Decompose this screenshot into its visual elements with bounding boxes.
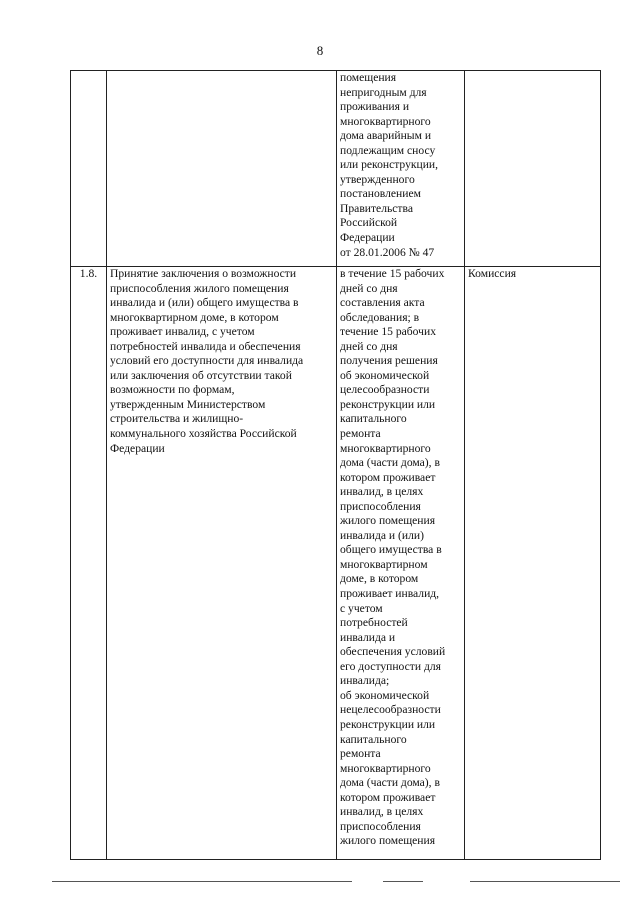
text-line: в течение 15 рабочих: [340, 267, 445, 280]
row-number-cell: 1.8.: [71, 267, 107, 860]
bottom-scan-line-right: [470, 881, 620, 882]
text-line: котором проживает: [340, 470, 436, 484]
text-line: проживает инвалид, с учетом: [110, 325, 255, 339]
measure-title-cell: [107, 71, 337, 267]
text-line: нецелесообразности: [340, 703, 441, 717]
text-line: дней со дня: [340, 281, 398, 295]
text-line: капитального: [340, 732, 407, 746]
text-line: коммунального хозяйства Российской: [110, 427, 297, 441]
text-line: дома (части дома), в: [340, 776, 440, 790]
text-line: постановлением: [340, 187, 421, 201]
text-line: жилого помещения: [340, 514, 436, 528]
table-row-continued: [71, 71, 601, 267]
text-line: приспособления: [340, 499, 421, 513]
text-line: ремонта: [340, 747, 381, 761]
executor-cell: Комиссия: [465, 267, 601, 860]
deadline-cell: [337, 71, 465, 267]
text-line: его доступности для: [340, 659, 441, 673]
page-number: 8: [316, 43, 324, 58]
text-line: целесообразности: [340, 383, 430, 397]
text-line: инвалида и: [340, 630, 396, 644]
text-line: приспособления: [340, 819, 421, 833]
row-number-cell: [71, 71, 107, 267]
text-line: капитального: [340, 412, 407, 426]
text-line: или реконструкции,: [340, 158, 439, 172]
text-line: об экономической: [340, 688, 430, 702]
text-line: проживает инвалид,: [340, 587, 440, 601]
text-line: составления акта: [340, 296, 425, 310]
text-line: многоквартирного: [340, 114, 431, 128]
deadline-cell: [337, 267, 465, 860]
text-line: помещения: [340, 71, 397, 84]
bottom-scan-line-left: [52, 881, 352, 882]
text-line: доме, в котором: [340, 572, 419, 586]
text-line: инвалида и (или): [340, 528, 424, 542]
text-line: дома (части дома), в: [340, 456, 440, 470]
text-line: обследования; в: [340, 310, 420, 324]
table-row-1-8: [71, 267, 601, 860]
text-line: или заключения об отсутствии такой: [110, 368, 292, 382]
text-line: строительства и жилищно-: [110, 412, 244, 426]
text-line: инвалид, в целях: [340, 805, 424, 819]
text-line: Правительства: [340, 201, 413, 215]
text-line: непригодным для: [340, 85, 427, 99]
text-line: утвержденного: [340, 172, 415, 186]
text-line: подлежащим сносу: [340, 143, 436, 157]
text-line: утвержденным Министерством: [110, 397, 266, 411]
text-line: многоквартирном доме, в котором: [110, 310, 279, 324]
text-line: многоквартирном: [340, 557, 428, 571]
text-line: получения решения: [340, 354, 438, 368]
text-line: Федерации: [110, 441, 165, 455]
text-line: инвалида;: [340, 674, 390, 688]
text-line: течение 15 рабочих: [340, 325, 437, 339]
text-line: Принятие заключения о возможности: [110, 267, 297, 280]
text-line: реконструкции или: [340, 717, 436, 731]
text-line: жилого помещения: [340, 834, 436, 848]
text-line: инвалид, в целях: [340, 485, 424, 499]
text-line: об экономической: [340, 368, 430, 382]
text-line: потребностей инвалида и обеспечения: [110, 339, 301, 353]
text-line: от 28.01.2006 № 47: [340, 245, 435, 259]
measure-title-cell: [107, 267, 337, 860]
text-line: инвалида и (или) общего имущества в: [110, 296, 299, 310]
text-line: Федерации: [340, 231, 395, 245]
text-line: дней со дня: [340, 339, 398, 353]
text-line: обеспечения условий: [340, 645, 446, 659]
text-line: общего имущества в: [340, 543, 442, 557]
text-line: возможности по формам,: [110, 383, 235, 397]
text-line: дома аварийным и: [340, 129, 432, 143]
text-line: проживания и: [340, 100, 410, 114]
text-line: реконструкции или: [340, 397, 436, 411]
executor-cell: [465, 71, 601, 267]
text-line: Российской: [340, 216, 398, 230]
text-line: многоквартирного: [340, 761, 431, 775]
text-line: с учетом: [340, 601, 383, 615]
text-line: приспособления жилого помещения: [110, 281, 289, 295]
text-line: условий его доступности для инвалида: [110, 354, 304, 368]
measures-table: [70, 70, 601, 860]
text-line: ремонта: [340, 427, 381, 441]
text-line: потребностей: [340, 616, 408, 630]
text-line: многоквартирного: [340, 441, 431, 455]
text-line: котором проживает: [340, 790, 436, 804]
bottom-scan-line-mid: [383, 881, 423, 882]
